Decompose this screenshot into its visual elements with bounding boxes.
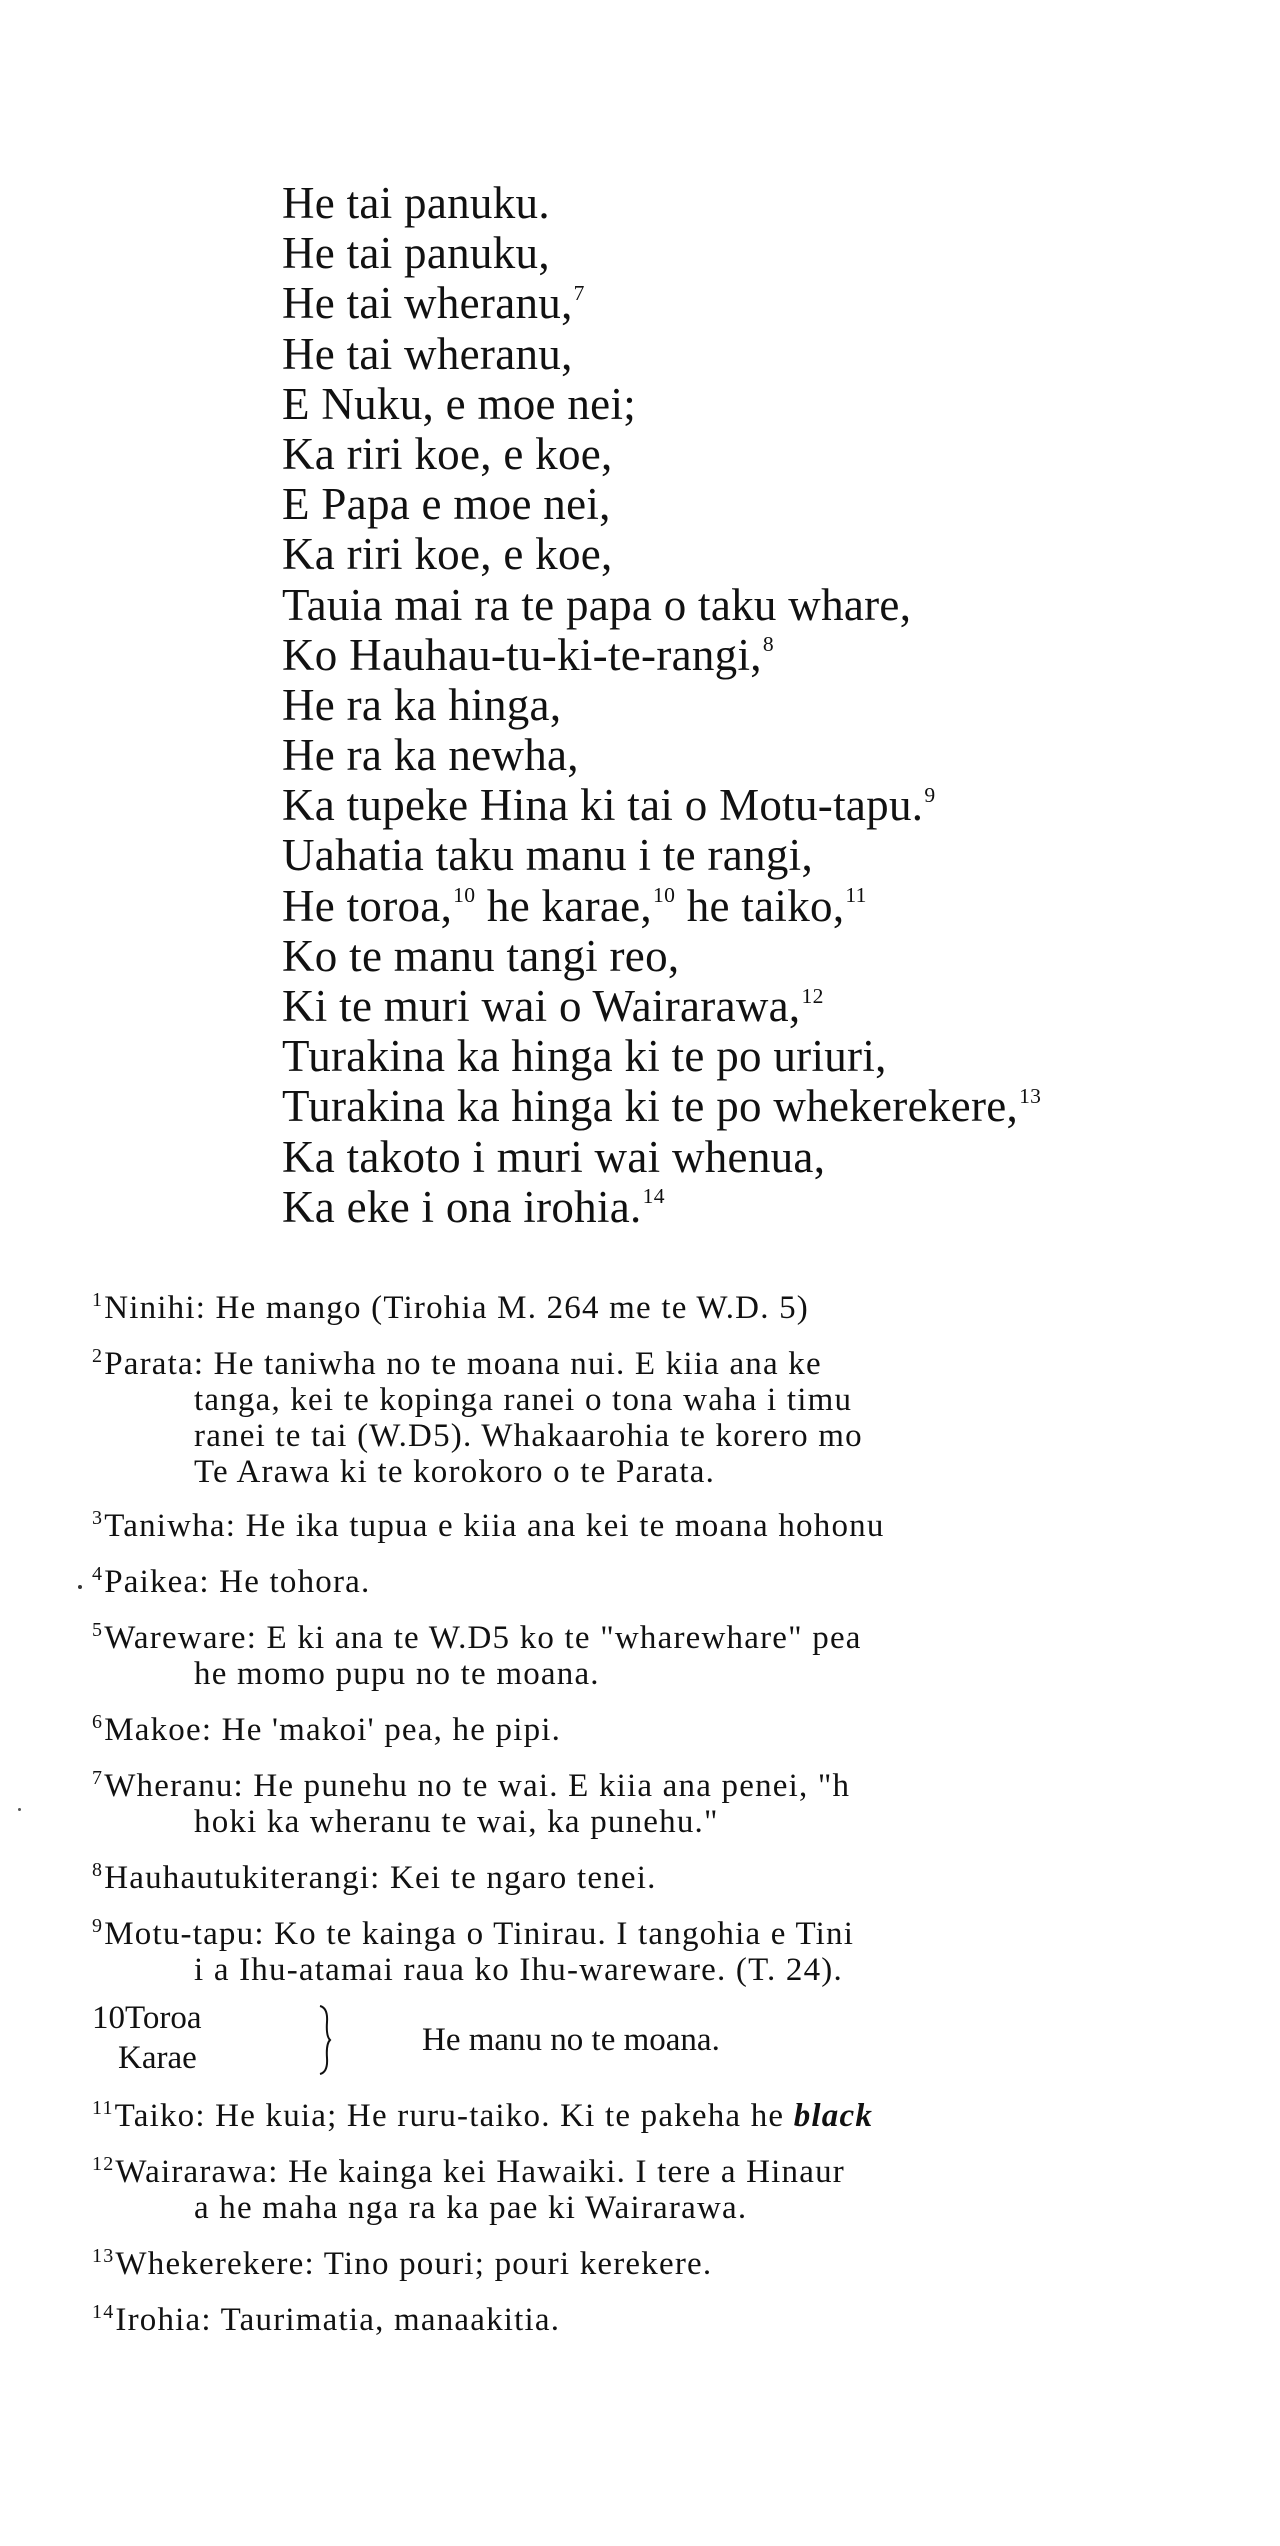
footnote-6 (92, 1704, 1280, 1748)
footnote-5 (92, 1612, 1280, 1692)
footnote-text: Paikea: He tohora. (104, 1564, 371, 1600)
verse-line (282, 931, 1280, 981)
verse-text: Ka eke i ona irohia. (282, 1181, 642, 1232)
verse-line (282, 680, 1280, 730)
verse-line (282, 981, 1280, 1031)
footnote-number: 5 (92, 1619, 104, 1641)
footnote-text-continued: Te Arawa ki te korokoro o te Parata. (194, 1454, 716, 1490)
footnote-number: 12 (92, 2153, 115, 2175)
footnote-text: Taiko: He kuia; He ruru-taiko. Ki te pakeha he (114, 2098, 794, 2134)
footnote-text: Parata: He taniwha no te moana nui. E kiia ana ke (104, 1346, 822, 1382)
footnote-text: Hauhautukiterangi: Kei te ngaro tenei. (104, 1860, 657, 1896)
footnote-text: Motu-tapu: Ko te kainga o Tinirau. I tangohia e Tini (104, 1916, 855, 1952)
footnote-text: Whekerekere: Tino pouri; pouri kerekere. (115, 2246, 713, 2282)
verse-text: he karae, (475, 880, 652, 931)
footnote-text: Wheranu: He punehu no te wai. E kiia ana penei, "h (104, 1768, 851, 1804)
footnote-text: Makoe: He 'makoi' pea, he pipi. (104, 1712, 562, 1748)
verse-line (282, 580, 1280, 630)
verse-text: He ra ka hinga, (282, 679, 562, 730)
footnote-label-karae: Karae (118, 2040, 197, 2076)
verse-text: He tai panuku, (282, 228, 550, 279)
verse-line (282, 830, 1280, 880)
footnote-14 (92, 2294, 1280, 2338)
verse-text: Ko Hauhau-tu-ki-te-rangi, (282, 629, 762, 680)
footnote-number: 8 (92, 1859, 104, 1881)
footnote-reference: 7 (573, 281, 585, 306)
footnote-reference: 12 (801, 983, 824, 1008)
verse-line (282, 479, 1280, 529)
verse-text: He tai panuku. (282, 178, 550, 228)
footnote-text-continued: tanga, kei te kopinga ranei o tona waha i timu (194, 1382, 853, 1418)
footnote-number: 13 (92, 2245, 115, 2267)
verse-text: Uahatia taku manu i te rangi, (282, 830, 814, 881)
footnotes (92, 1282, 1280, 2350)
footnote-text-continued: hoki ka wheranu te wai, ka punehu." (194, 1804, 719, 1840)
verse-text: Ki te muri wai o Wairarawa, (282, 981, 801, 1031)
footnote-text: He manu no te moana. (422, 2022, 720, 2058)
verse-text: Ka takoto i muri wai whenua, (282, 1131, 826, 1182)
footnote-3 (92, 1500, 1280, 1544)
verse-line (282, 329, 1280, 379)
footnote-reference: 11 (845, 883, 867, 908)
verse-line (282, 379, 1280, 429)
footnote-text: Wareware: E ki ana te W.D5 ko te "wharewhare" pea (104, 1620, 862, 1656)
footnote-reference: 10 (652, 883, 676, 908)
footnote-text: Ninihi: He mango (Tirohia M. 264 me te W.D. 5) (104, 1290, 809, 1326)
footnote-number: 2 (92, 1345, 104, 1367)
verse-line (282, 278, 1280, 328)
footnote-1 (92, 1282, 1280, 1326)
verse-text: Turakina ka hinga ki te po uriuri, (282, 1031, 887, 1082)
verse-line (282, 630, 1280, 680)
verse-line (282, 429, 1280, 479)
footnote-number: 6 (92, 1711, 104, 1733)
footnote-term: Toroa (125, 2000, 202, 2036)
footnote-10 (92, 2000, 1280, 2082)
footnote-text: Wairarawa: He kainga kei Hawaiki. I tere a Hinaur (115, 2154, 845, 2190)
footnote-reference: 9 (924, 782, 936, 807)
footnote-9 (92, 1908, 1280, 1988)
footnote-text-continued: ranei te tai (W.D5). Whakaarohia te korero mo (194, 1418, 863, 1454)
verse-line (282, 1132, 1280, 1182)
verse-text: He tai wheranu, (282, 278, 573, 329)
footnote-number: 3 (92, 1507, 104, 1529)
footnote-text-continued: i a Ihu-atamai raua ko Ihu-wareware. (T. 24). (194, 1952, 843, 1988)
footnote-text-continued: a he maha nga ra ka pae ki Wairarawa. (194, 2190, 748, 2226)
footnote-reference: 13 (1019, 1084, 1042, 1109)
footnote-reference: 10 (453, 883, 476, 908)
footnote-11 (92, 2090, 1280, 2134)
verse-text: Tauia mai ra te papa o taku whare, (282, 579, 912, 630)
footnote-13 (92, 2238, 1280, 2282)
footnote-text: Taniwha: He ika tupua e kiia ana kei te moana hohonu (104, 1508, 885, 1544)
verse-text: E Nuku, e moe nei; (282, 378, 637, 429)
right-brace-icon (318, 2004, 332, 2076)
footnote-8 (92, 1852, 1280, 1896)
verse-line (282, 178, 1280, 228)
footnote-number: 10 (92, 2000, 125, 2036)
verse-line (282, 228, 1280, 278)
verse-line (282, 881, 1280, 931)
print-speck (78, 1585, 82, 1589)
verse-text: Turakina ka hinga ki te po whekerekere, (282, 1081, 1019, 1132)
footnote-number: 7 (92, 1767, 104, 1789)
verse-text: E Papa e moe nei, (282, 479, 611, 530)
footnote-label-toroa (92, 2000, 202, 2036)
verse-text: He toroa, (282, 880, 453, 931)
verse-text: Ka riri koe, e koe, (282, 428, 613, 479)
verse-text: He tai wheranu, (282, 328, 573, 379)
verse-text: he taiko, (675, 880, 845, 931)
verse-line (282, 1081, 1280, 1131)
verse-line (282, 1031, 1280, 1081)
footnote-number: 11 (92, 2097, 114, 2119)
print-speck (18, 1808, 21, 1811)
footnote-number: 9 (92, 1915, 104, 1937)
footnote-reference: 8 (762, 632, 774, 657)
footnote-4 (92, 1556, 1280, 1600)
verse-line (282, 780, 1280, 830)
footnote-2 (92, 1338, 1280, 1490)
footnote-text: Irohia: Taurimatia, manaakitia. (115, 2302, 561, 2338)
footnote-reference: 14 (642, 1184, 665, 1209)
footnote-italic-word: black (793, 2098, 874, 2134)
verse-line (282, 1182, 1280, 1232)
footnote-text-continued: he momo pupu no te moana. (194, 1656, 600, 1692)
footnote-number: 14 (92, 2301, 115, 2323)
verse-text: Ka riri koe, e koe, (282, 529, 613, 580)
verse-line (282, 529, 1280, 579)
verse-text: Ka tupeke Hina ki tai o Motu-tapu. (282, 780, 924, 831)
footnote-number: 4 (92, 1563, 104, 1585)
verse-line (282, 730, 1280, 780)
poem-verse (282, 178, 1280, 1232)
footnote-7 (92, 1760, 1280, 1840)
verse-text: He ra ka newha, (282, 730, 579, 781)
footnote-12 (92, 2146, 1280, 2226)
footnote-number: 1 (92, 1289, 104, 1311)
verse-text: Ko te manu tangi reo, (282, 930, 680, 981)
